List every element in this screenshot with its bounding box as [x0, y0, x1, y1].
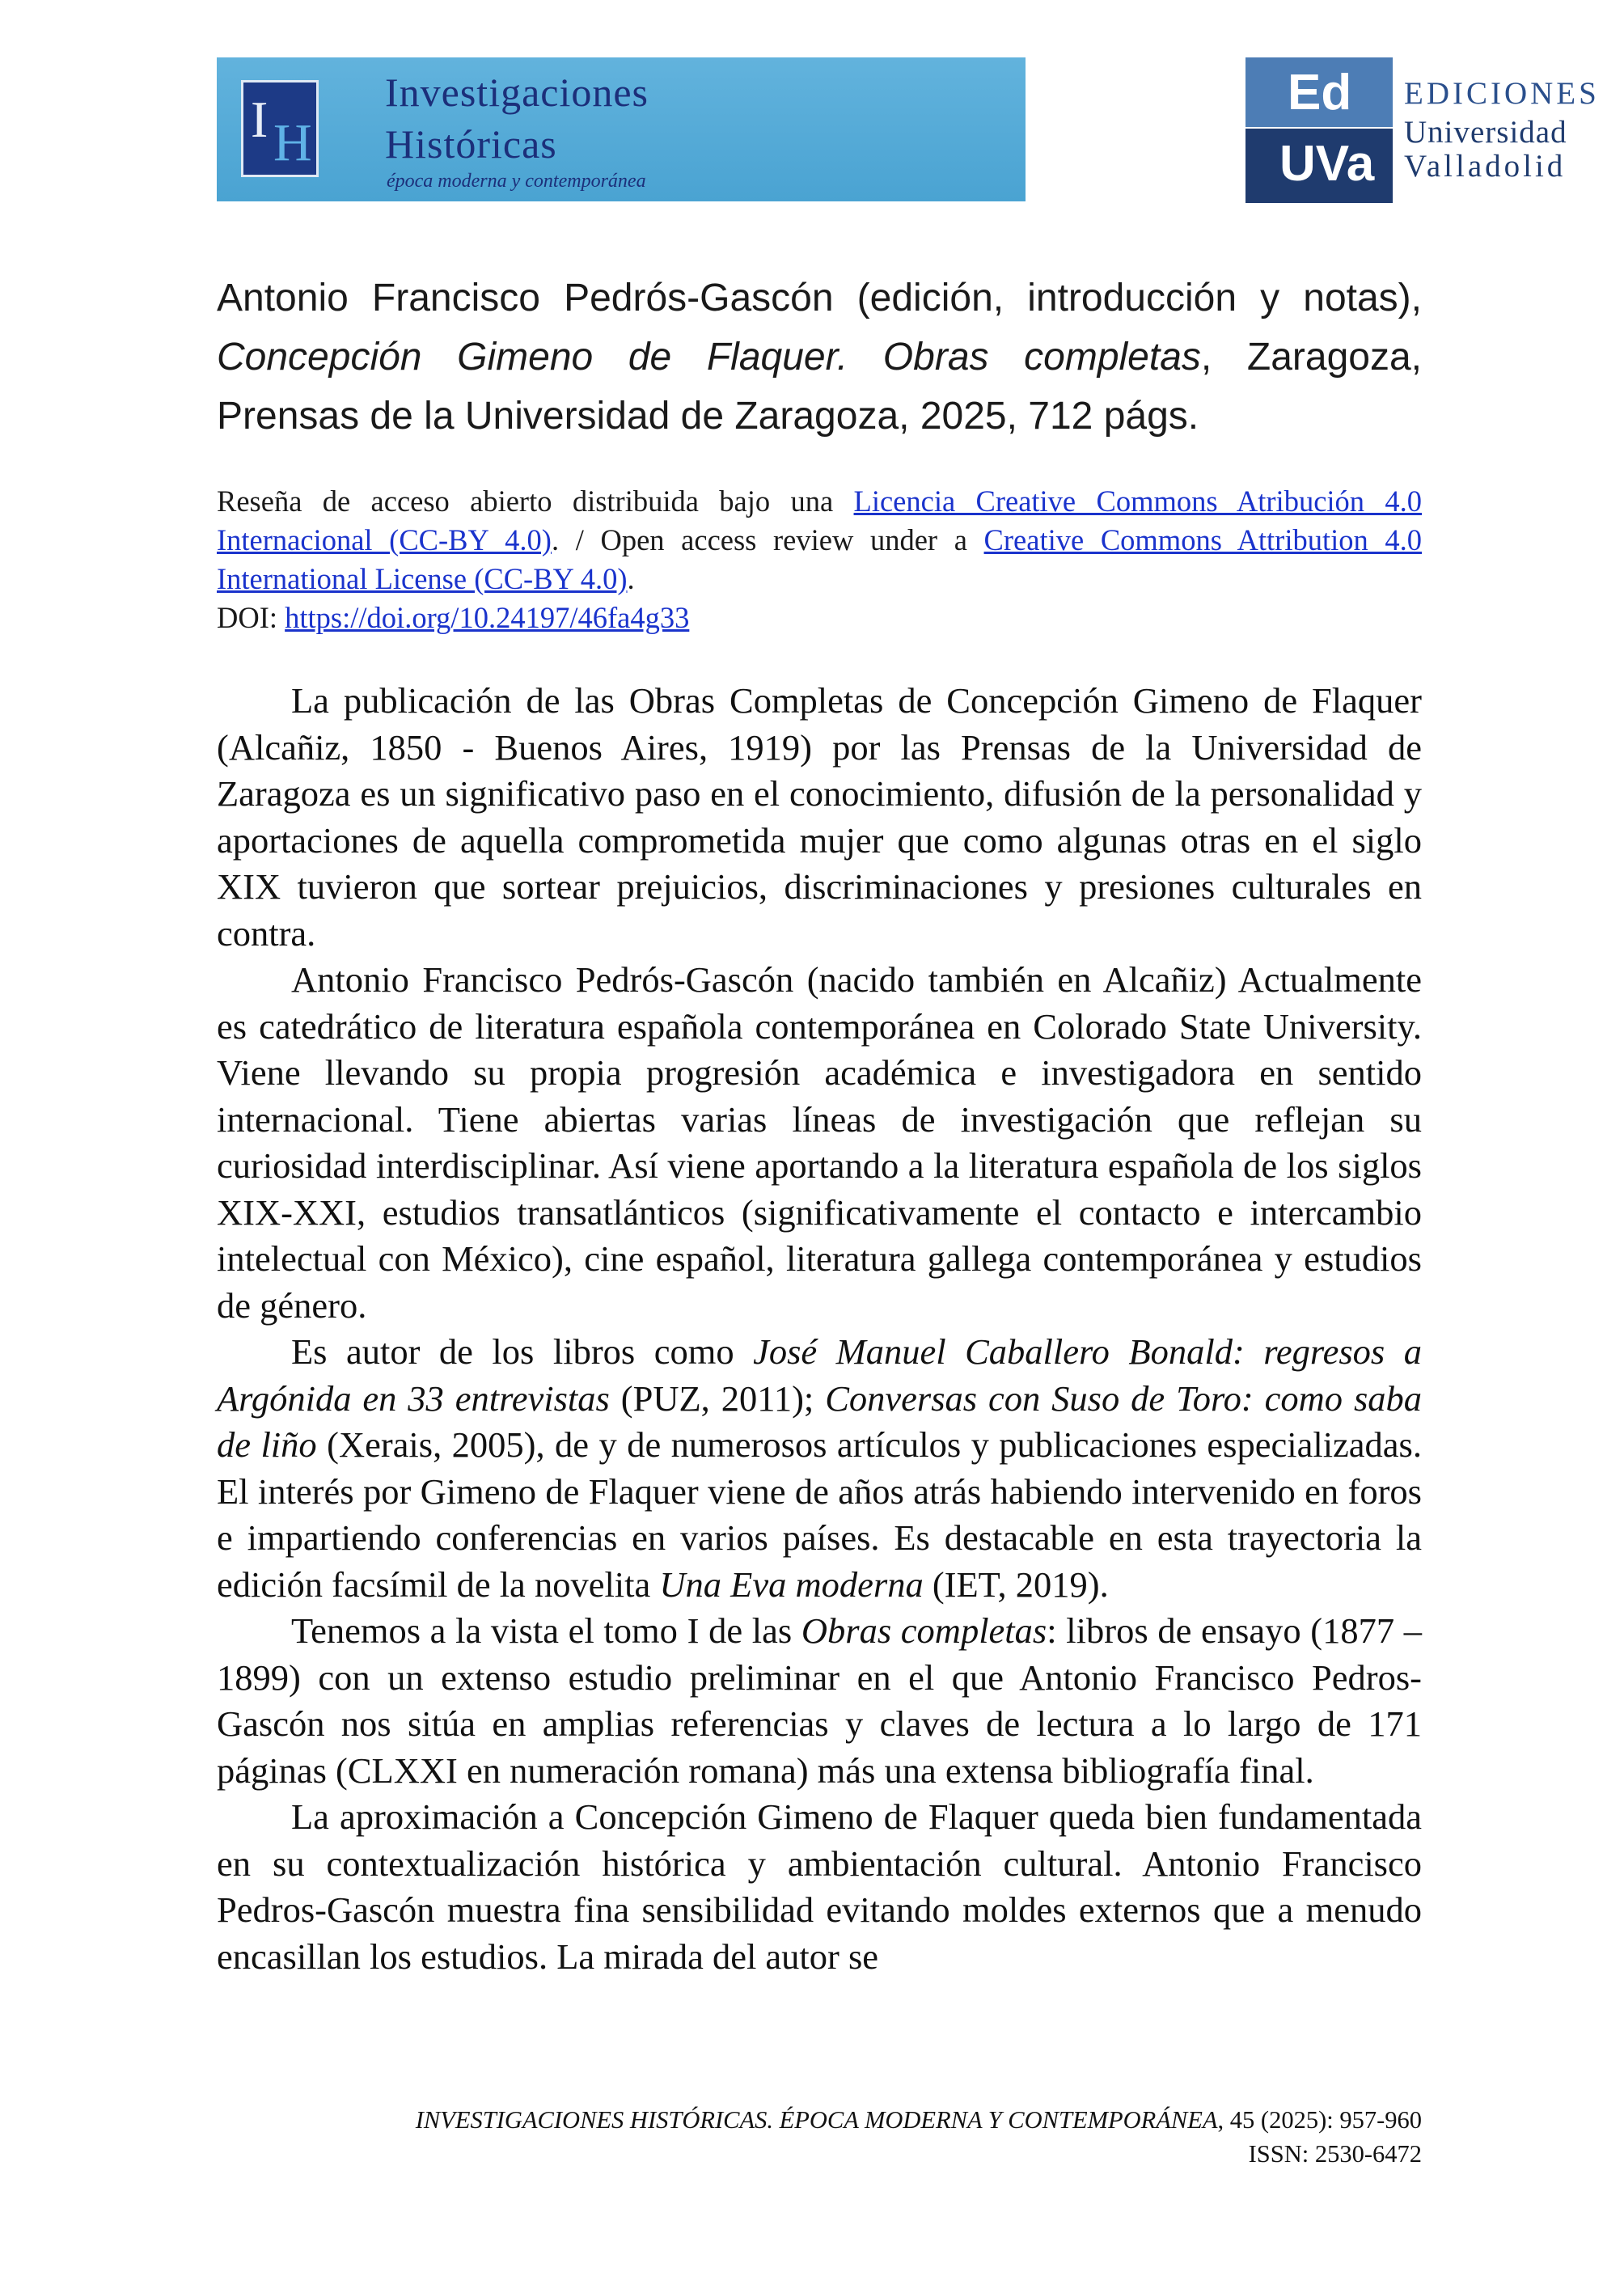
license-separator: . / Open access review under a — [551, 523, 967, 556]
paragraph-4-text-a: Tenemos a la vista el tomo I de las — [291, 1610, 801, 1651]
journal-title-line2: Históricas — [385, 121, 557, 167]
journal-logo-letter-i: I — [251, 91, 269, 148]
paragraph-3-text-g: (IET, 2019). — [923, 1563, 1109, 1605]
footer-issn: ISSN: 2530-6472 — [1248, 2140, 1422, 2168]
license-es-prefix: Reseña de acceso abierto distribuida bajo una — [217, 484, 834, 518]
review-book-title: Concepción Gimeno de Flaquer. Obras completas — [217, 336, 1201, 379]
publisher-logo — [1245, 57, 1601, 203]
doi-line — [217, 599, 1422, 637]
journal-logo-letter-h: H — [273, 113, 312, 172]
journal-banner — [217, 57, 1026, 201]
review-publication: , Zaragoza, Prensas de la Universidad de Zaragoza, 2025, 712 págs. — [217, 336, 1422, 438]
paragraph-3 — [217, 1329, 1422, 1608]
paragraph-5: La aproximación a Concepción Gimeno de Flaquer queda bien fundamentada en su contextualización histórica y ambientación cultural. Antonio Francisco Pedros-Gascón muestra fina sensibilidad evitando moldes externos que a menudo encasillan los estudios. La mirada del autor se — [217, 1796, 1422, 1977]
publisher-logo-uva: UVa — [1279, 136, 1375, 192]
paragraph-3-text-a: Es autor de los libros como — [291, 1331, 754, 1372]
page-footer — [416, 2103, 1422, 2171]
paragraph-3-text-e: (Xerais, 2005), de y de numerosos artículos y publicaciones especializadas. El interés por Gimeno de Flaquer viene de años atrás habiendo intervenido en foros e impartiendo conferencias en varios países. Es destacable en esta trayectoria la edición facsímil de la novelita — [217, 1424, 1422, 1605]
journal-subtitle: época moderna y contemporánea — [387, 171, 646, 192]
paragraph-4 — [217, 1608, 1422, 1794]
doi-link[interactable]: https://doi.org/10.24197/46fa4g33 — [285, 601, 690, 634]
paragraph-3-text-c: (PUZ, 2011); — [609, 1377, 826, 1419]
doi-label: DOI: — [217, 601, 285, 634]
footer-citation: , 45 (2025): 957-960 — [1217, 2106, 1422, 2134]
book-title-una-eva-moderna: Una Eva moderna — [659, 1563, 924, 1605]
footer-journal-name: INVESTIGACIONES HISTÓRICAS. ÉPOCA MODERNA Y CONTEMPORÁNEA — [415, 2106, 1218, 2134]
paragraph-1: La publicación de las Obras Completas de Concepción Gimeno de Flaquer (Alcañiz, 1850 - Buenos Aires, 1919) por las Prensas de la Universidad de Zaragoza es un significativo paso en el conocimiento, difusión de la personalidad y aportaciones de aquella comprometida mujer que como algunas otras en el siglo XIX tuvieron que sortear prejuicios, discriminaciones y presiones culturales en contra. — [217, 680, 1422, 954]
publisher-name-line1: EDICIONES — [1404, 76, 1600, 111]
license-link-es[interactable]: Licencia Creative Commons Atribución 4.0 Internacional (CC-BY 4.0) — [217, 484, 1422, 556]
book-title-obras-completas: Obras completas — [801, 1610, 1047, 1651]
journal-logo — [241, 80, 319, 177]
license-end: . — [627, 562, 635, 595]
license-block — [217, 482, 1422, 637]
footer-citation-line — [416, 2103, 1422, 2137]
review-title — [217, 269, 1422, 446]
publisher-name-line3: Valladolid — [1404, 149, 1567, 184]
paragraph-2: Antonio Francisco Pedrós-Gascón (nacido también en Alcañiz) Actualmente es catedrático de literatura española contemporánea en Colorado State University. Viene llevando su propia progresión académica e investigadora en sentido internacional. Tiene abiertas varias líneas de investigación que reflejan su curiosidad interdisciplinar. Así viene aportando a la literatura española de los siglos XIX-XXI, estudios transatlánticos (significativamente el contacto e intercambio intelectual con México), cine español, literatura gallega contemporánea y estudios de género. — [217, 959, 1422, 1326]
review-authors: Antonio Francisco Pedrós-Gascón (edición, introducción y notas), — [217, 277, 1422, 319]
paragraph-4-text-c: : libros de ensayo (1877 – 1899) con un extenso estudio preliminar en el que Antonio Francisco Pedros-Gascón nos sitúa en amplias referencias y claves de lectura a lo largo de 171 páginas (CLXXI en numeración romana) más una extensa bibliografía final. — [217, 1610, 1422, 1791]
journal-title-line1: Investigaciones — [385, 70, 649, 115]
publisher-name-line2: Universidad — [1404, 115, 1567, 150]
publisher-logo-ed: Ed — [1288, 65, 1352, 121]
book-title-caballero-bonald: José Manuel Caballero Bonald: regresos a Argónida en 33 entrevistas — [217, 1331, 1422, 1419]
review-body — [217, 678, 1422, 1980]
book-title-conversas: Conversas con Suso de Toro: como saba de liño — [217, 1377, 1423, 1465]
license-link-en[interactable]: Creative Commons Attribution 4.0 International License (CC-BY 4.0) — [217, 523, 1422, 595]
